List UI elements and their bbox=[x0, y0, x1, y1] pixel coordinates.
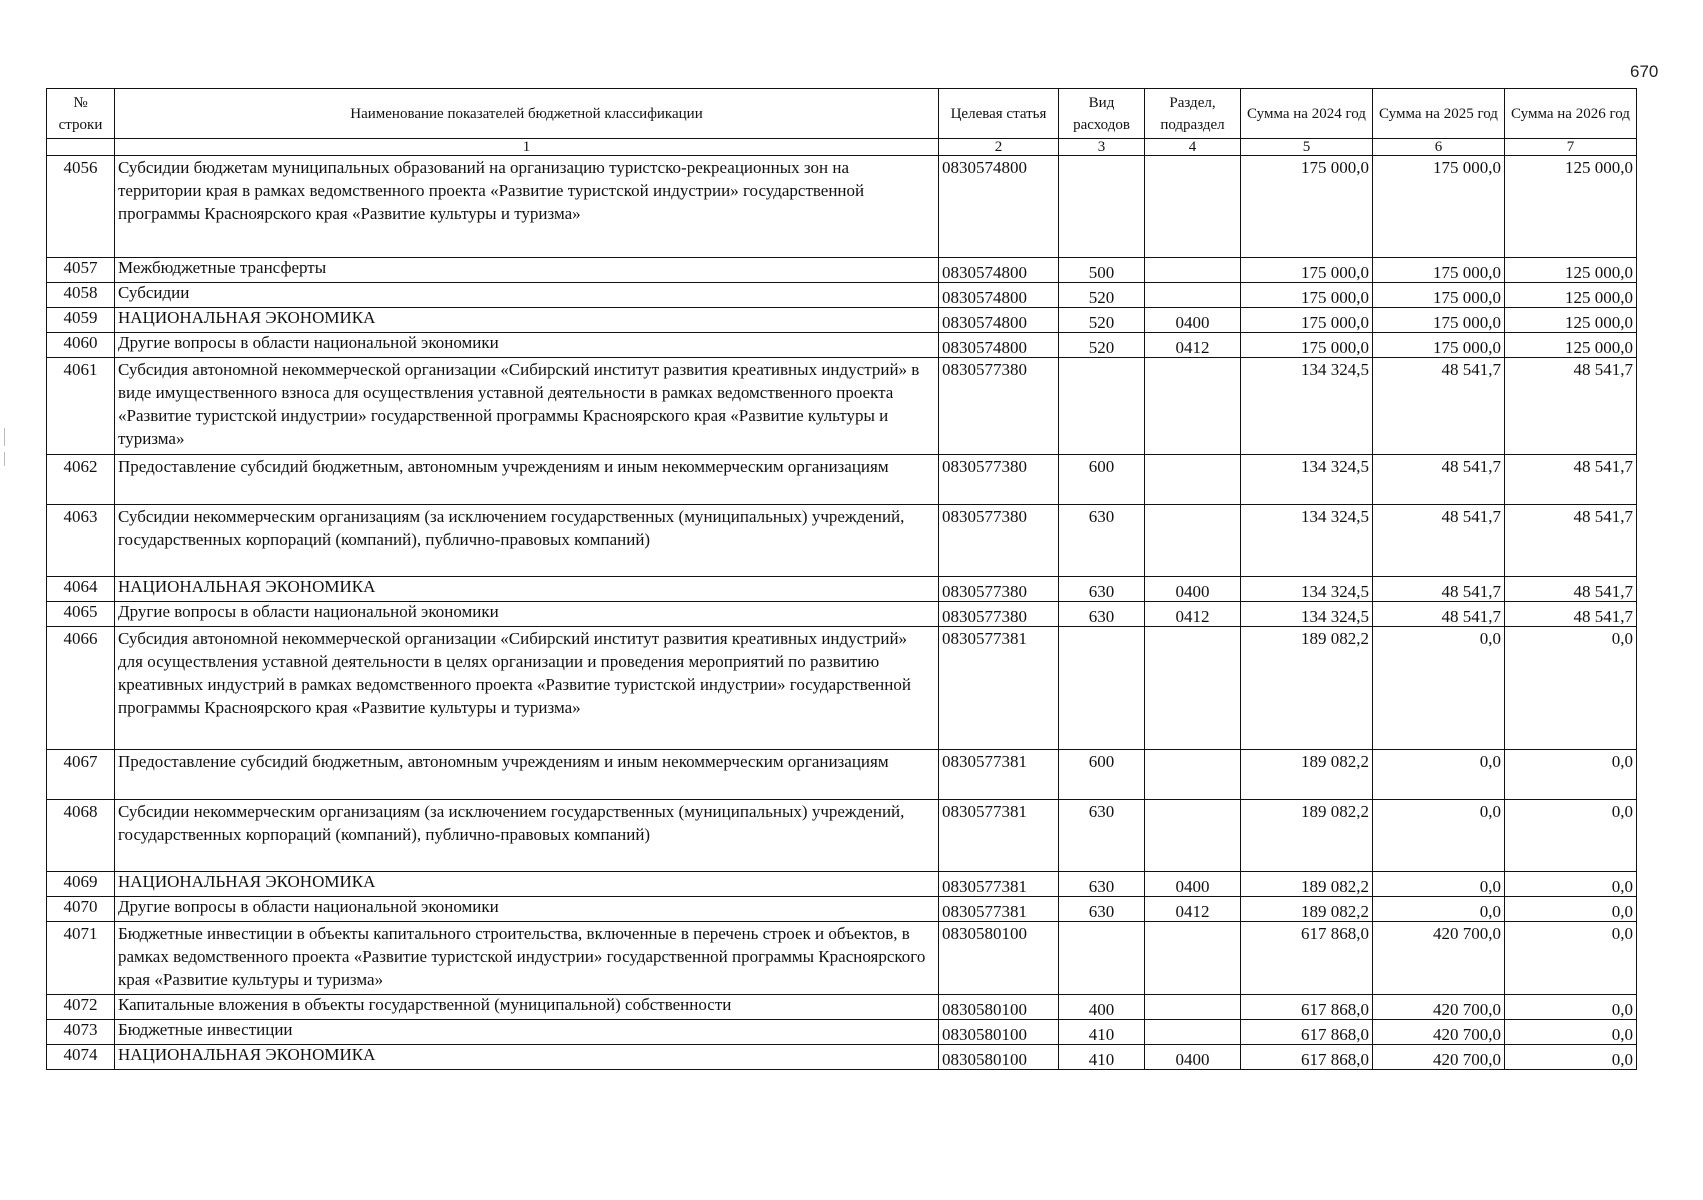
row-name: НАЦИОНАЛЬНАЯ ЭКОНОМИКА bbox=[115, 308, 939, 333]
amount-2026: 0,0 bbox=[1505, 897, 1637, 922]
target-article: 0830580100 bbox=[939, 922, 1059, 995]
expense-type: 600 bbox=[1059, 455, 1145, 505]
row-number: 4063 bbox=[47, 505, 115, 577]
row-number: 4056 bbox=[47, 156, 115, 258]
target-article: 0830577380 bbox=[939, 602, 1059, 627]
expense-type: 630 bbox=[1059, 872, 1145, 897]
column-number: 6 bbox=[1373, 139, 1505, 156]
row-name: Предоставление субсидий бюджетным, автономным учреждениям и иным некоммерческим организациям bbox=[115, 455, 939, 505]
budget-table bbox=[46, 88, 1637, 1070]
target-article: 0830577381 bbox=[939, 800, 1059, 872]
amount-2024: 175 000,0 bbox=[1241, 156, 1373, 258]
row-name: Предоставление субсидий бюджетным, автономным учреждениям и иным некоммерческим организациям bbox=[115, 750, 939, 800]
amount-2024: 175 000,0 bbox=[1241, 333, 1373, 358]
header-2025: Сумма на 2025 год bbox=[1373, 89, 1505, 139]
amount-2026: 0,0 bbox=[1505, 995, 1637, 1020]
header-2026: Сумма на 2026 год bbox=[1505, 89, 1637, 139]
amount-2025: 175 000,0 bbox=[1373, 333, 1505, 358]
table-row bbox=[47, 800, 1637, 872]
row-name: Другие вопросы в области национальной экономики bbox=[115, 602, 939, 627]
target-article: 0830577381 bbox=[939, 872, 1059, 897]
column-number: 3 bbox=[1059, 139, 1145, 156]
amount-2026: 0,0 bbox=[1505, 922, 1637, 995]
row-number: 4058 bbox=[47, 283, 115, 308]
section-code bbox=[1145, 995, 1241, 1020]
amount-2025: 0,0 bbox=[1373, 800, 1505, 872]
target-article: 0830574800 bbox=[939, 283, 1059, 308]
target-article: 0830577380 bbox=[939, 577, 1059, 602]
amount-2024: 617 868,0 bbox=[1241, 1020, 1373, 1045]
margin-mark bbox=[4, 452, 5, 466]
table-row bbox=[47, 922, 1637, 995]
amount-2025: 175 000,0 bbox=[1373, 156, 1505, 258]
amount-2024: 134 324,5 bbox=[1241, 505, 1373, 577]
amount-2026: 0,0 bbox=[1505, 627, 1637, 750]
amount-2025: 175 000,0 bbox=[1373, 258, 1505, 283]
amount-2024: 189 082,2 bbox=[1241, 750, 1373, 800]
header-name: Наименование показателей бюджетной классификации bbox=[115, 89, 939, 139]
amount-2026: 0,0 bbox=[1505, 800, 1637, 872]
header-2024: Сумма на 2024 год bbox=[1241, 89, 1373, 139]
header-type: Вид расходов bbox=[1059, 89, 1145, 139]
row-name: Межбюджетные трансферты bbox=[115, 258, 939, 283]
expense-type: 410 bbox=[1059, 1045, 1145, 1070]
section-code bbox=[1145, 627, 1241, 750]
amount-2025: 175 000,0 bbox=[1373, 308, 1505, 333]
amount-2025: 175 000,0 bbox=[1373, 283, 1505, 308]
amount-2025: 48 541,7 bbox=[1373, 455, 1505, 505]
section-code bbox=[1145, 283, 1241, 308]
row-name: Субсидии бюджетам муниципальных образований на организацию туристско-рекреационных зон на территории края в рамках ведомственного проекта «Развитие туристской индустрии» государственной программы Красноярского края «Развитие культуры и туризма» bbox=[115, 156, 939, 258]
table-row bbox=[47, 333, 1637, 358]
row-name: Капитальные вложения в объекты государственной (муниципальной) собственности bbox=[115, 995, 939, 1020]
amount-2026: 0,0 bbox=[1505, 750, 1637, 800]
amount-2026: 0,0 bbox=[1505, 872, 1637, 897]
target-article: 0830577381 bbox=[939, 750, 1059, 800]
table-row bbox=[47, 283, 1637, 308]
table-row bbox=[47, 995, 1637, 1020]
row-number: 4060 bbox=[47, 333, 115, 358]
target-article: 0830577381 bbox=[939, 627, 1059, 750]
section-code bbox=[1145, 156, 1241, 258]
amount-2026: 0,0 bbox=[1505, 1045, 1637, 1070]
amount-2024: 134 324,5 bbox=[1241, 455, 1373, 505]
amount-2024: 175 000,0 bbox=[1241, 283, 1373, 308]
table-row bbox=[47, 505, 1637, 577]
column-number-blank bbox=[47, 139, 115, 156]
amount-2026: 48 541,7 bbox=[1505, 602, 1637, 627]
row-name: Другие вопросы в области национальной экономики bbox=[115, 333, 939, 358]
section-code: 0400 bbox=[1145, 577, 1241, 602]
amount-2026: 48 541,7 bbox=[1505, 358, 1637, 455]
target-article: 0830577380 bbox=[939, 455, 1059, 505]
expense-type: 520 bbox=[1059, 283, 1145, 308]
row-number: 4073 bbox=[47, 1020, 115, 1045]
amount-2026: 125 000,0 bbox=[1505, 333, 1637, 358]
expense-type bbox=[1059, 156, 1145, 258]
table-row bbox=[47, 872, 1637, 897]
section-code bbox=[1145, 922, 1241, 995]
expense-type: 400 bbox=[1059, 995, 1145, 1020]
amount-2025: 0,0 bbox=[1373, 627, 1505, 750]
page-number: 670 bbox=[1630, 62, 1659, 81]
row-name: Бюджетные инвестиции bbox=[115, 1020, 939, 1045]
table-row bbox=[47, 1020, 1637, 1045]
amount-2025: 0,0 bbox=[1373, 897, 1505, 922]
expense-type: 600 bbox=[1059, 750, 1145, 800]
margin-mark bbox=[4, 428, 5, 446]
table-row bbox=[47, 1045, 1637, 1070]
amount-2024: 134 324,5 bbox=[1241, 358, 1373, 455]
header-section: Раздел, подраздел bbox=[1145, 89, 1241, 139]
expense-type: 410 bbox=[1059, 1020, 1145, 1045]
row-number: 4066 bbox=[47, 627, 115, 750]
row-number: 4067 bbox=[47, 750, 115, 800]
target-article: 0830574800 bbox=[939, 333, 1059, 358]
amount-2024: 175 000,0 bbox=[1241, 258, 1373, 283]
section-code: 0400 bbox=[1145, 308, 1241, 333]
target-article: 0830574800 bbox=[939, 308, 1059, 333]
header-row-no: № строки bbox=[47, 89, 115, 139]
amount-2024: 175 000,0 bbox=[1241, 308, 1373, 333]
target-article: 0830574800 bbox=[939, 156, 1059, 258]
expense-type: 630 bbox=[1059, 897, 1145, 922]
table-row bbox=[47, 577, 1637, 602]
row-number: 4062 bbox=[47, 455, 115, 505]
row-name: Субсидия автономной некоммерческой организации «Сибирский институт развития креативных индустрий» для осуществления уставной деятельности в целях организации и проведения мероприятий по развитию креативных индустрий в рамках ведомственного проекта «Развитие туристской индустрии» государственной программы Красноярского края «Развитие культуры и туризма» bbox=[115, 627, 939, 750]
row-number: 4068 bbox=[47, 800, 115, 872]
table-row bbox=[47, 358, 1637, 455]
section-code bbox=[1145, 750, 1241, 800]
row-number: 4061 bbox=[47, 358, 115, 455]
row-number: 4072 bbox=[47, 995, 115, 1020]
row-number: 4065 bbox=[47, 602, 115, 627]
section-code bbox=[1145, 258, 1241, 283]
section-code: 0400 bbox=[1145, 872, 1241, 897]
expense-type: 630 bbox=[1059, 800, 1145, 872]
row-name: НАЦИОНАЛЬНАЯ ЭКОНОМИКА bbox=[115, 577, 939, 602]
amount-2026: 125 000,0 bbox=[1505, 258, 1637, 283]
amount-2025: 0,0 bbox=[1373, 872, 1505, 897]
section-code: 0412 bbox=[1145, 602, 1241, 627]
amount-2026: 48 541,7 bbox=[1505, 505, 1637, 577]
column-number-row bbox=[47, 139, 1637, 156]
amount-2025: 48 541,7 bbox=[1373, 577, 1505, 602]
amount-2026: 125 000,0 bbox=[1505, 308, 1637, 333]
table-row bbox=[47, 602, 1637, 627]
amount-2025: 420 700,0 bbox=[1373, 995, 1505, 1020]
row-name: Бюджетные инвестиции в объекты капитального строительства, включенные в перечень строек и объектов, в рамках ведомственного проекта «Развитие туристской индустрии» государственной программы Красноярского края «Развитие культуры и туризма» bbox=[115, 922, 939, 995]
row-name: Субсидии некоммерческим организациям (за исключением государственных (муниципальных) учреждений, государственных корпораций (компаний), публично-правовых компаний) bbox=[115, 505, 939, 577]
amount-2025: 420 700,0 bbox=[1373, 1045, 1505, 1070]
row-number: 4071 bbox=[47, 922, 115, 995]
table-row bbox=[47, 308, 1637, 333]
section-code bbox=[1145, 358, 1241, 455]
amount-2024: 189 082,2 bbox=[1241, 872, 1373, 897]
table-row bbox=[47, 897, 1637, 922]
amount-2026: 0,0 bbox=[1505, 1020, 1637, 1045]
amount-2025: 48 541,7 bbox=[1373, 505, 1505, 577]
amount-2026: 125 000,0 bbox=[1505, 283, 1637, 308]
row-number: 4074 bbox=[47, 1045, 115, 1070]
expense-type: 520 bbox=[1059, 308, 1145, 333]
row-name: НАЦИОНАЛЬНАЯ ЭКОНОМИКА bbox=[115, 1045, 939, 1070]
target-article: 0830577380 bbox=[939, 505, 1059, 577]
column-number: 1 bbox=[115, 139, 939, 156]
amount-2025: 420 700,0 bbox=[1373, 1020, 1505, 1045]
column-number: 5 bbox=[1241, 139, 1373, 156]
amount-2026: 48 541,7 bbox=[1505, 577, 1637, 602]
amount-2025: 48 541,7 bbox=[1373, 358, 1505, 455]
amount-2024: 134 324,5 bbox=[1241, 602, 1373, 627]
section-code bbox=[1145, 505, 1241, 577]
column-number: 2 bbox=[939, 139, 1059, 156]
row-name: Субсидия автономной некоммерческой организации «Сибирский институт развития креативных индустрий» в виде имущественного взноса для осуществления уставной деятельности в рамках ведомственного проекта «Развитие туристской индустрии» государственной программы Красноярского края «Развитие культуры и туризма» bbox=[115, 358, 939, 455]
expense-type bbox=[1059, 922, 1145, 995]
header-row bbox=[47, 89, 1637, 139]
amount-2024: 617 868,0 bbox=[1241, 922, 1373, 995]
section-code: 0412 bbox=[1145, 333, 1241, 358]
row-number: 4057 bbox=[47, 258, 115, 283]
amount-2024: 189 082,2 bbox=[1241, 627, 1373, 750]
expense-type bbox=[1059, 627, 1145, 750]
expense-type bbox=[1059, 358, 1145, 455]
amount-2025: 48 541,7 bbox=[1373, 602, 1505, 627]
row-number: 4059 bbox=[47, 308, 115, 333]
table-row bbox=[47, 627, 1637, 750]
amount-2026: 48 541,7 bbox=[1505, 455, 1637, 505]
section-code bbox=[1145, 455, 1241, 505]
row-name: Другие вопросы в области национальной экономики bbox=[115, 897, 939, 922]
target-article: 0830574800 bbox=[939, 258, 1059, 283]
section-code: 0412 bbox=[1145, 897, 1241, 922]
row-name: Субсидии некоммерческим организациям (за исключением государственных (муниципальных) учреждений, государственных корпораций (компаний), публично-правовых компаний) bbox=[115, 800, 939, 872]
column-number: 7 bbox=[1505, 139, 1637, 156]
target-article: 0830580100 bbox=[939, 1045, 1059, 1070]
expense-type: 630 bbox=[1059, 505, 1145, 577]
section-code bbox=[1145, 800, 1241, 872]
row-number: 4069 bbox=[47, 872, 115, 897]
amount-2024: 134 324,5 bbox=[1241, 577, 1373, 602]
expense-type: 630 bbox=[1059, 602, 1145, 627]
amount-2024: 617 868,0 bbox=[1241, 1045, 1373, 1070]
amount-2024: 189 082,2 bbox=[1241, 800, 1373, 872]
column-number: 4 bbox=[1145, 139, 1241, 156]
target-article: 0830577381 bbox=[939, 897, 1059, 922]
section-code bbox=[1145, 1020, 1241, 1045]
amount-2025: 420 700,0 bbox=[1373, 922, 1505, 995]
expense-type: 520 bbox=[1059, 333, 1145, 358]
target-article: 0830577380 bbox=[939, 358, 1059, 455]
header-target: Целевая статья bbox=[939, 89, 1059, 139]
table-row bbox=[47, 455, 1637, 505]
expense-type: 630 bbox=[1059, 577, 1145, 602]
table-row bbox=[47, 750, 1637, 800]
target-article: 0830580100 bbox=[939, 1020, 1059, 1045]
table-row bbox=[47, 156, 1637, 258]
section-code: 0400 bbox=[1145, 1045, 1241, 1070]
row-name: Субсидии bbox=[115, 283, 939, 308]
row-number: 4070 bbox=[47, 897, 115, 922]
amount-2024: 617 868,0 bbox=[1241, 995, 1373, 1020]
row-name: НАЦИОНАЛЬНАЯ ЭКОНОМИКА bbox=[115, 872, 939, 897]
row-number: 4064 bbox=[47, 577, 115, 602]
amount-2026: 125 000,0 bbox=[1505, 156, 1637, 258]
expense-type: 500 bbox=[1059, 258, 1145, 283]
target-article: 0830580100 bbox=[939, 995, 1059, 1020]
amount-2025: 0,0 bbox=[1373, 750, 1505, 800]
amount-2024: 189 082,2 bbox=[1241, 897, 1373, 922]
table-row bbox=[47, 258, 1637, 283]
